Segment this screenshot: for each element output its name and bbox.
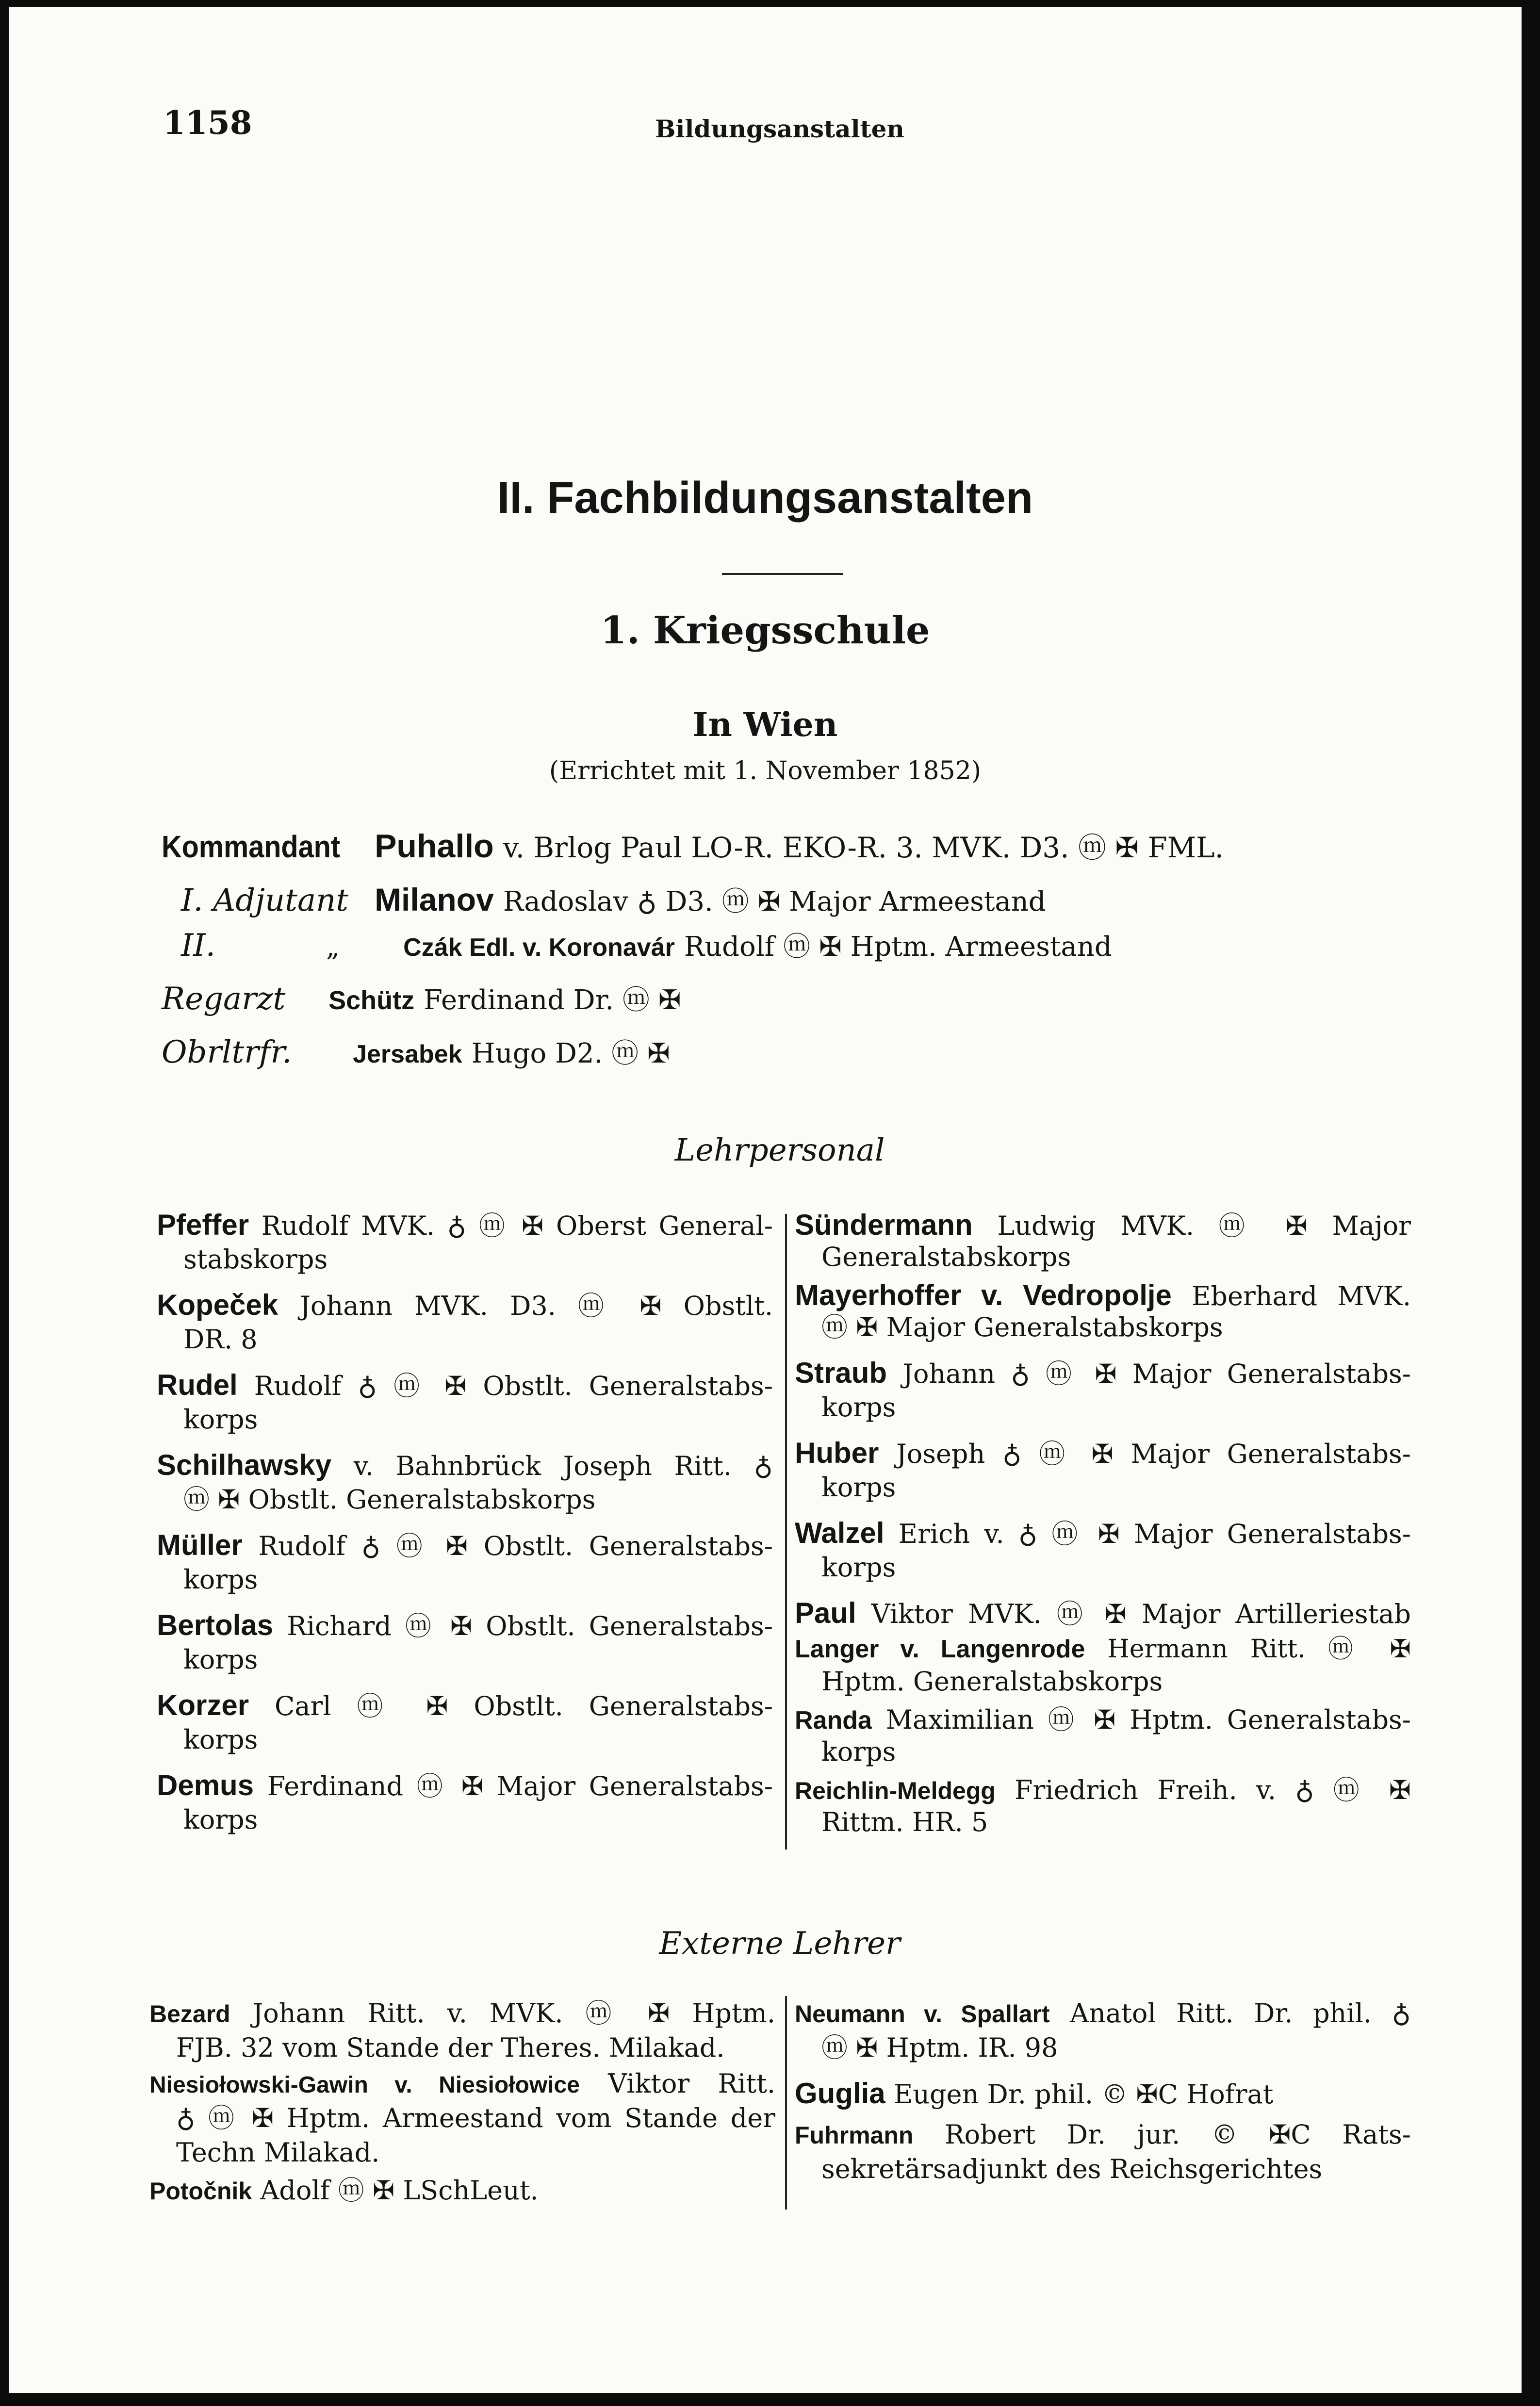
list-item: Potočnik Adolf ⓜ ✠ LSchLeut. xyxy=(149,2175,539,2206)
list-item: Korzer Carl ⓜ ✠ Obstlt. Generalstabs- xyxy=(157,1689,773,1721)
list-item: Demus Ferdinand ⓜ ✠ Major Generalstabs- xyxy=(157,1769,773,1801)
lehrpersonal-left-column xyxy=(157,1208,773,1853)
person-details: Radoslav ♁ D3. ⓜ ✠ Major Armeestand xyxy=(503,886,1046,917)
list-item-continuation: Techn Milakad. xyxy=(176,2137,380,2168)
role-label: II. xyxy=(181,928,215,964)
role-label: I. Adjutant xyxy=(181,883,349,918)
person-details: Hugo D2. ⓜ ✠ xyxy=(471,1038,670,1069)
ditto-mark: „ xyxy=(326,932,340,962)
list-item-continuation: ♁ ⓜ ✠ Hptm. Armeestand vom Stande der xyxy=(176,2103,775,2133)
list-item-continuation: korps xyxy=(183,1404,258,1435)
staff-adjutant-1 xyxy=(181,880,1046,921)
list-item-continuation: korps xyxy=(183,1724,258,1755)
staff-kommandant xyxy=(162,827,1224,867)
list-item: Sündermann Ludwig MVK. ⓜ ✠ Major xyxy=(795,1209,1411,1241)
list-item: Fuhrmann Robert Dr. jur. © ✠C Rats- xyxy=(795,2119,1411,2150)
list-item-continuation: korps xyxy=(183,1644,258,1675)
list-item: Neumann v. Spallart Anatol Ritt. Dr. phil. ♁ xyxy=(795,1998,1411,2029)
person-name: Czák Edl. v. Koronavár xyxy=(403,933,675,962)
list-item-continuation: FJB. 32 vom Stande der Theres. Milakad. xyxy=(176,2032,725,2063)
list-item-continuation: ⓜ ✠ Major Generalstabskorps xyxy=(821,1312,1223,1342)
externe-left-column xyxy=(149,1996,775,2219)
list-item-continuation: korps xyxy=(821,1472,896,1503)
lehrpersonal-heading: Lehrpersonal xyxy=(674,1132,885,1168)
person-name: Milanov xyxy=(375,882,494,917)
list-item: Rudel Rudolf ♁ ⓜ ✠ Obstlt. Generalstabs- xyxy=(157,1369,773,1401)
list-item: Kopeček Johann MVK. D3. ⓜ ✠ Obstlt. xyxy=(157,1289,773,1321)
list-item-continuation: sekretärsadjunkt des Reichsgerichtes xyxy=(821,2154,1323,2184)
list-item-continuation: korps xyxy=(821,1392,896,1423)
list-item: Randa Maximilian ⓜ ✠ Hptm. Generalstabs- xyxy=(795,1704,1411,1735)
list-item: Müller Rudolf ♁ ⓜ ✠ Obstlt. Generalstabs- xyxy=(157,1529,773,1561)
list-item: Bertolas Richard ⓜ ✠ Obstlt. Generalstabs- xyxy=(157,1609,773,1641)
person-details: Ferdinand Dr. ⓜ ✠ xyxy=(424,984,681,1016)
list-item-continuation: korps xyxy=(183,1564,258,1595)
list-item: Niesiołowski-Gawin v. Niesiołowice Viktor Ritt. xyxy=(149,2068,775,2099)
person-details: v. Brlog Paul LO-R. EKO-R. 3. MVK. D3. ⓜ ✠ FML. xyxy=(503,831,1224,864)
list-item-continuation: stabskorps xyxy=(183,1244,328,1275)
list-item: Langer v. Langenrode Hermann Ritt. ⓜ ✠ xyxy=(795,1635,1411,1664)
list-item: Schilhawsky v. Bahnbrück Joseph Ritt. ♁ xyxy=(157,1449,773,1481)
externe-right-column xyxy=(795,1996,1411,2219)
lehrpersonal-right-column xyxy=(795,1208,1411,1853)
person-name: Puhallo xyxy=(375,828,494,865)
person-details: Rudolf ⓜ ✠ Hptm. Armeestand xyxy=(684,931,1112,963)
list-item: Bezard Johann Ritt. v. MVK. ⓜ ✠ Hptm. xyxy=(149,1998,775,2029)
list-item: Pfeffer Rudolf MVK. ♁ ⓜ ✠ Oberst General- xyxy=(157,1209,773,1241)
list-item-continuation: DR. 8 xyxy=(183,1324,258,1355)
list-item-continuation: Generalstabskorps xyxy=(821,1242,1071,1272)
list-item: Guglia Eugen Dr. phil. © ✠C Hofrat xyxy=(795,2077,1274,2110)
role-label: Kommandant xyxy=(162,829,341,864)
list-item-continuation: Rittm. HR. 5 xyxy=(821,1807,988,1837)
list-item-continuation: Hptm. Generalstabskorps xyxy=(821,1666,1163,1697)
staff-adjutant-2 xyxy=(181,926,1112,967)
staff-obrltrfr xyxy=(162,1033,670,1074)
running-title: Bildungsanstalten xyxy=(655,115,904,143)
column-divider xyxy=(785,1996,787,2210)
staff-regarzt xyxy=(162,980,681,1020)
document-page xyxy=(9,7,1522,2393)
list-item-continuation: ⓜ ✠ Hptm. IR. 98 xyxy=(821,2032,1058,2063)
list-item: Walzel Erich v. ♁ ⓜ ✠ Major Generalstabs- xyxy=(795,1517,1411,1549)
role-label: Regarzt xyxy=(162,981,286,1017)
person-name: Schütz xyxy=(328,986,415,1015)
divider xyxy=(722,573,843,575)
person-name: Jersabek xyxy=(353,1040,462,1068)
page-number: 1158 xyxy=(163,104,252,142)
subsection-title: 1. Kriegsschule xyxy=(600,608,930,653)
list-item: Straub Johann ♁ ⓜ ✠ Major Generalstabs- xyxy=(795,1357,1411,1389)
place-heading: In Wien xyxy=(692,705,838,744)
externe-heading: Externe Lehrer xyxy=(659,1926,901,1962)
list-item-continuation: korps xyxy=(183,1804,258,1835)
section-title: II. Fachbildungsanstalten xyxy=(497,473,1033,523)
list-item-continuation: korps xyxy=(821,1736,896,1767)
list-item: Huber Joseph ♁ ⓜ ✠ Major Generalstabs- xyxy=(795,1437,1411,1469)
list-item-continuation: korps xyxy=(821,1552,896,1583)
founded-note: (Errichtet mit 1. November 1852) xyxy=(549,756,982,786)
role-label: Obrltrfr. xyxy=(162,1034,292,1070)
list-item: Reichlin-Meldegg Friedrich Freih. v. ♁ ⓜ ✠ xyxy=(795,1775,1411,1805)
list-item: Paul Viktor MVK. ⓜ ✠ Major Artilleriestab xyxy=(795,1597,1411,1629)
list-item-continuation: ⓜ ✠ Obstlt. Generalstabskorps xyxy=(183,1484,596,1515)
list-item: Mayerhoffer v. Vedropolje Eberhard MVK. xyxy=(795,1279,1411,1311)
column-divider xyxy=(785,1214,787,1850)
